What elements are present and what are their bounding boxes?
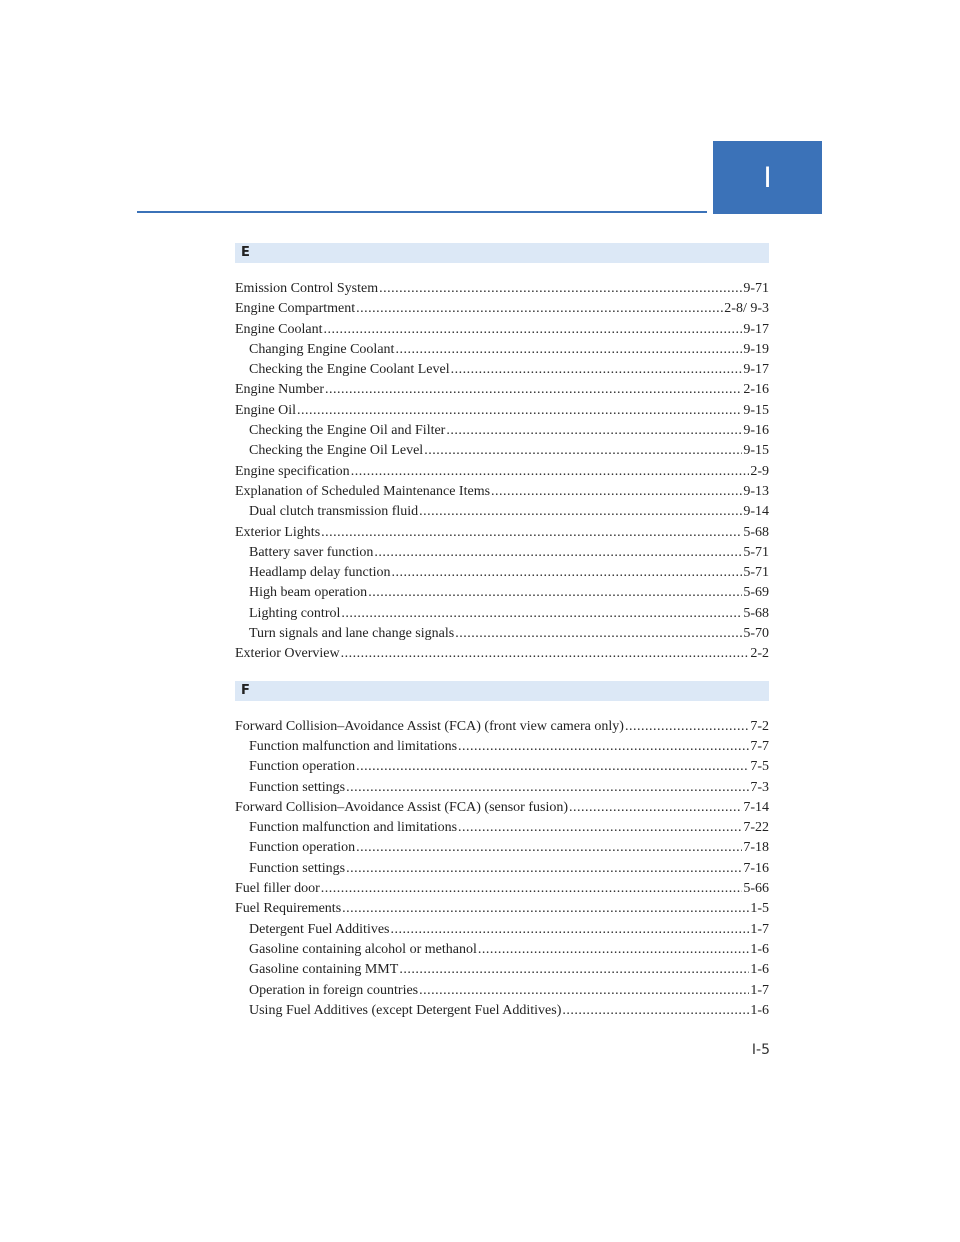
index-entry-title: Engine specification (235, 463, 350, 479)
index-entry-page: 1-6 (750, 962, 769, 978)
dot-leader (478, 940, 750, 960)
dot-leader (424, 441, 742, 461)
index-content (235, 243, 769, 1021)
page-number: I-5 (751, 1042, 770, 1058)
dot-leader (374, 543, 742, 563)
index-entry-page: 5-66 (743, 881, 769, 897)
dot-leader (392, 563, 743, 583)
index-entry[interactable] (235, 920, 769, 940)
dot-leader (625, 717, 749, 737)
index-entry[interactable] (235, 380, 769, 400)
index-entry-page: 9-71 (743, 281, 769, 296)
index-entry-title: Fuel filler door (235, 881, 320, 897)
index-entry-page: 9-17 (743, 362, 769, 378)
index-entry-title: Operation in foreign countries (249, 982, 419, 998)
dot-leader (419, 981, 749, 1001)
index-list-e (235, 279, 769, 665)
index-entry-page: 7-5 (750, 759, 769, 775)
index-entry-page: 2-9 (750, 463, 769, 479)
index-entry-title: Engine Oil (235, 402, 297, 418)
index-entry-title: Checking the Engine Oil Level (249, 443, 424, 459)
index-entry-title: Gasoline containing MMT (249, 962, 399, 978)
index-entry-title: Lighting control (249, 605, 341, 621)
index-entry[interactable] (235, 563, 769, 583)
dot-leader (346, 859, 742, 879)
index-entry-title: Exterior Overview (235, 646, 340, 662)
index-entry[interactable] (235, 899, 769, 919)
index-entry[interactable] (235, 340, 769, 360)
index-entry[interactable] (235, 798, 769, 818)
index-entry[interactable] (235, 482, 769, 502)
index-entry-title: Function settings (249, 860, 346, 876)
index-entry[interactable] (235, 624, 769, 644)
index-entry-title: Forward Collision–Avoidance Assist (FCA) (front view camera only) (235, 718, 624, 734)
index-entry[interactable] (235, 279, 769, 299)
dot-leader (391, 920, 750, 940)
index-entry-page: 1-6 (750, 1002, 769, 1018)
index-entry[interactable] (235, 818, 769, 838)
dot-leader (562, 1001, 749, 1021)
index-entry-page: 1-6 (750, 941, 769, 957)
index-entry-title: Engine Coolant (235, 321, 323, 337)
index-entry-title: Function malfunction and limitations (249, 738, 458, 754)
dot-leader (368, 583, 742, 603)
index-entry-title: Changing Engine Coolant (249, 341, 395, 357)
dot-leader (321, 879, 743, 899)
dot-leader (458, 818, 742, 838)
index-entry-page: 5-71 (743, 565, 769, 581)
index-entry-page: 9-13 (743, 483, 769, 499)
index-entry[interactable] (235, 320, 769, 340)
index-entry[interactable] (235, 717, 769, 737)
dot-leader (356, 757, 749, 777)
index-entry-title: Battery saver function (249, 544, 374, 560)
index-entry-title: Forward Collision–Avoidance Assist (FCA) (sensor fusion) (235, 799, 568, 815)
index-entry-title: Function operation (249, 840, 356, 856)
header-rule (137, 211, 707, 213)
index-entry-page: 5-70 (743, 626, 769, 642)
index-entry-page: 9-17 (743, 321, 769, 337)
index-entry-title: Using Fuel Additives (except Detergent Fuel Additives) (249, 1002, 562, 1018)
index-entry-page: 7-14 (743, 799, 769, 815)
index-entry-title: Function malfunction and limitations (249, 820, 458, 836)
index-entry-page: 2-8/ 9-3 (724, 301, 769, 317)
index-entry-page: 5-68 (743, 605, 769, 621)
index-entry[interactable] (235, 543, 769, 563)
dot-leader (399, 960, 749, 980)
dot-leader (379, 279, 742, 299)
index-entry-page: 9-16 (743, 423, 769, 439)
index-entry-page: 7-7 (750, 738, 769, 754)
index-entry-title: Headlamp delay function (249, 565, 391, 581)
index-entry-page: 1-7 (750, 982, 769, 998)
dot-leader (321, 523, 742, 543)
index-tab-label: I (763, 160, 772, 194)
index-entry-title: Explanation of Scheduled Maintenance Items (235, 483, 491, 499)
index-entry-page: 9-15 (743, 402, 769, 418)
index-entry-title: Engine Number (235, 382, 325, 398)
dot-leader (297, 401, 742, 421)
dot-leader (395, 340, 742, 360)
dot-leader (346, 778, 749, 798)
index-entry-title: Function operation (249, 759, 356, 775)
index-entry[interactable] (235, 462, 769, 482)
index-entry-title: Emission Control System (235, 281, 379, 296)
index-entry-page: 9-19 (743, 341, 769, 357)
index-entry[interactable] (235, 879, 769, 899)
index-entry[interactable] (235, 360, 769, 380)
dot-leader (455, 624, 742, 644)
index-entry-title: Function settings (249, 779, 346, 795)
index-entry-page: 2-16 (743, 382, 769, 398)
index-list-f (235, 717, 769, 1021)
index-entry-title: High beam operation (249, 585, 368, 601)
index-entry[interactable] (235, 737, 769, 757)
index-entry-title: Engine Compartment (235, 301, 356, 317)
dot-leader (351, 462, 750, 482)
index-entry-title: Gasoline containing alcohol or methanol (249, 941, 477, 957)
section-header-f: F (235, 681, 769, 701)
index-entry[interactable] (235, 441, 769, 461)
dot-leader (356, 838, 742, 858)
index-entry[interactable] (235, 757, 769, 777)
index-entry[interactable] (235, 299, 769, 319)
index-entry-page: 5-68 (743, 524, 769, 540)
index-entry[interactable] (235, 644, 769, 664)
dot-leader (569, 798, 742, 818)
index-entry[interactable] (235, 981, 769, 1001)
dot-leader (419, 502, 742, 522)
index-entry-title: Checking the Engine Coolant Level (249, 362, 450, 378)
index-entry-page: 7-2 (750, 718, 769, 734)
index-entry-page: 1-7 (750, 921, 769, 937)
index-entry-page: 7-22 (743, 820, 769, 836)
index-entry-title: Turn signals and lane change signals (249, 626, 455, 642)
dot-leader (324, 320, 743, 340)
index-entry[interactable] (235, 401, 769, 421)
dot-leader (446, 421, 742, 441)
index-entry[interactable] (235, 583, 769, 603)
dot-leader (342, 899, 749, 919)
section-header-e: E (235, 243, 769, 263)
index-entry-title: Dual clutch transmission fluid (249, 504, 419, 520)
index-entry-page: 1-5 (750, 901, 769, 917)
index-entry-title: Detergent Fuel Additives (249, 921, 390, 937)
index-entry-page: 5-71 (743, 544, 769, 560)
index-entry[interactable] (235, 960, 769, 980)
index-entry-title: Checking the Engine Oil and Filter (249, 423, 446, 439)
dot-leader (341, 644, 750, 664)
index-entry[interactable] (235, 502, 769, 522)
index-entry[interactable] (235, 1001, 769, 1021)
index-entry-page: 7-16 (743, 860, 769, 876)
dot-leader (341, 604, 742, 624)
index-entry-page: 5-69 (743, 585, 769, 601)
index-entry[interactable] (235, 604, 769, 624)
index-entry[interactable] (235, 940, 769, 960)
index-entry[interactable] (235, 421, 769, 441)
index-entry-page: 9-14 (743, 504, 769, 520)
index-entry-page: 2-2 (750, 646, 769, 662)
index-entry[interactable] (235, 778, 769, 798)
dot-leader (356, 299, 723, 319)
index-entry-page: 7-3 (750, 779, 769, 795)
dot-leader (451, 360, 743, 380)
index-entry-title: Exterior Lights (235, 524, 321, 540)
index-entry-title: Fuel Requirements (235, 901, 342, 917)
index-entry[interactable] (235, 838, 769, 858)
index-tab (713, 141, 822, 214)
index-entry-page: 9-15 (743, 443, 769, 459)
index-entry[interactable] (235, 859, 769, 879)
index-entry[interactable] (235, 523, 769, 543)
index-entry-page: 7-18 (743, 840, 769, 856)
dot-leader (458, 737, 749, 757)
dot-leader (325, 380, 742, 400)
dot-leader (491, 482, 742, 502)
